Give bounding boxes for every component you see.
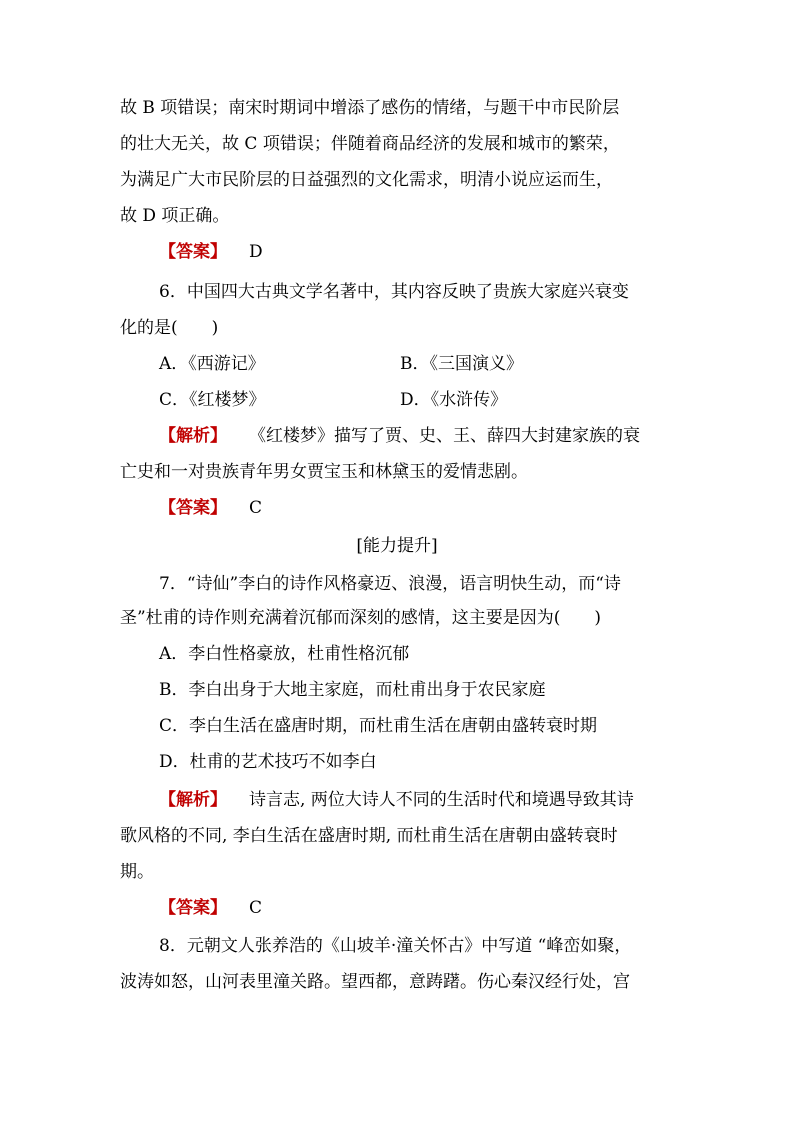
q6-analysis-line-2: 亡史和一对贵族青年男女贾宝玉和林黛玉的爱情悲剧。 <box>120 462 528 482</box>
q5-text-line-1: 故 B 项错误；南宋时期词中增添了感伤的情绪，与题干中市民阶层 <box>120 98 620 118</box>
answer-tag: 【答案】 <box>159 898 227 918</box>
analysis-tag: 【解析】 <box>159 790 227 810</box>
q7-analysis-text: 诗言志, 两位大诗人不同的生活时代和境遇导致其诗 <box>249 790 634 810</box>
q7-option-c: C．李白生活在盛唐时期，而杜甫生活在唐朝由盛转衰时期 <box>159 716 598 736</box>
q8-stem-line-2: 波涛如怒，山河表里潼关路。望西都，意踌躇。伤心秦汉经行处，宫 <box>120 972 630 992</box>
q6-answer <box>159 496 262 520</box>
q6-analysis-line-1 <box>159 424 640 448</box>
q5-answer <box>159 240 263 264</box>
section-title: [能力提升] <box>356 536 438 556</box>
q6-analysis-text: 《红楼梦》描写了贾、史、王、薛四大封建家族的衰 <box>249 426 640 446</box>
answer-value: C <box>249 898 263 918</box>
q6-option-c: C．《红楼梦》 <box>159 390 266 410</box>
q8-stem-line-1: 8．元朝文人张养浩的《山坡羊·潼关怀古》中写道 “峰峦如聚， <box>159 936 632 956</box>
q7-stem-line-1: 7．“诗仙”李白的诗作风格豪迈、浪漫，语言明快生动，而“诗 <box>159 574 621 594</box>
q5-text-line-3: 为满足广大市民阶层的日益强烈的文化需求，明清小说应运而生， <box>120 170 613 190</box>
answer-tag: 【答案】 <box>159 498 227 518</box>
answer-value: C <box>249 498 263 518</box>
q7-analysis-line-1 <box>159 788 634 812</box>
q7-option-a: A．李白性格豪放，杜甫性格沉郁 <box>159 644 410 664</box>
answer-value: D <box>249 242 263 262</box>
q7-stem-line-2: 圣”杜甫的诗作则充满着沉郁而深刻的感情，这主要是因为( ) <box>120 608 601 628</box>
q7-analysis-line-3: 期。 <box>120 862 154 882</box>
analysis-tag: 【解析】 <box>159 426 227 446</box>
q6-option-b: B．《三国演义》 <box>400 354 523 374</box>
q6-option-a: A．《西游记》 <box>159 354 265 374</box>
q5-text-line-4: 故 D 项正确。 <box>120 206 230 226</box>
q6-option-d: D．《水浒传》 <box>400 390 508 410</box>
q7-option-d: D．杜甫的艺术技巧不如李白 <box>159 752 377 772</box>
q7-option-b: B．李白出身于大地主家庭，而杜甫出身于农民家庭 <box>159 680 546 700</box>
q6-stem-line-1: 6．中国四大古典文学名著中，其内容反映了贵族大家庭兴衰变 <box>159 282 629 302</box>
q7-analysis-line-2: 歌风格的不同, 李白生活在盛唐时期, 而杜甫生活在唐朝由盛转衰时 <box>120 826 618 846</box>
q7-answer <box>159 896 262 920</box>
q6-stem-line-2: 化的是( ) <box>120 318 219 338</box>
q5-text-line-2: 的壮大无关，故 C 项错误；伴随着商品经济的发展和城市的繁荣， <box>120 134 620 154</box>
answer-tag: 【答案】 <box>159 242 227 262</box>
